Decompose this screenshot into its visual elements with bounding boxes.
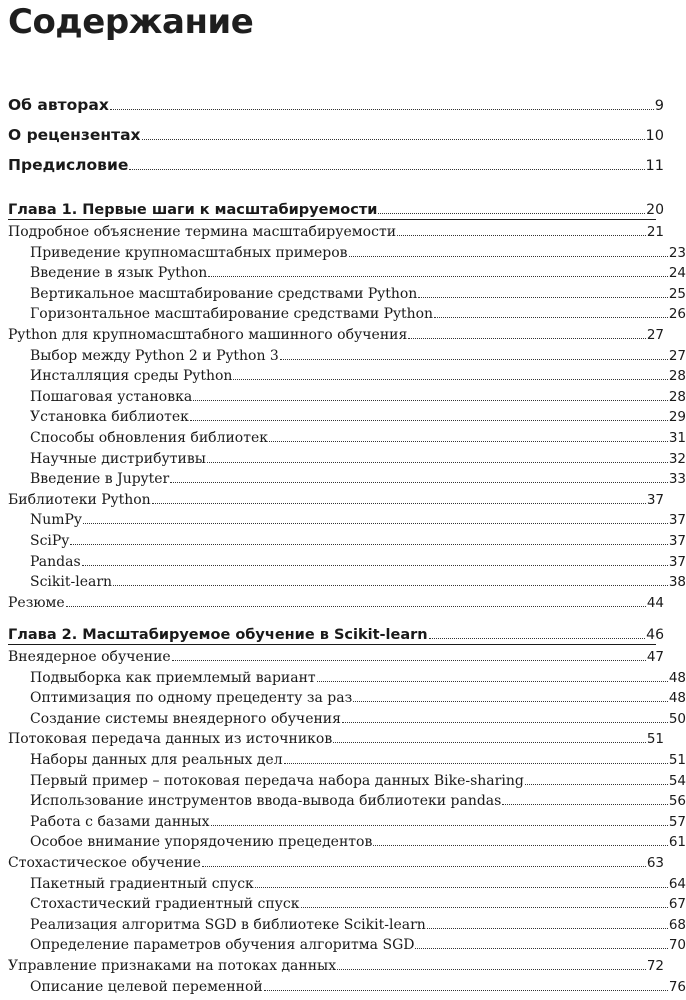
toc-entry-title[interactable]: Реализация алгоритма SGD в библиотеке Scikit-learn — [30, 917, 426, 933]
dot-leader — [349, 256, 668, 257]
toc-section-entry[interactable] — [0, 727, 664, 747]
toc-subsection-entry[interactable] — [0, 707, 686, 727]
toc-entry-title[interactable]: Управление признаками на потоках данных — [8, 958, 337, 974]
page-number: 70 — [668, 937, 686, 953]
dot-leader — [317, 681, 668, 682]
page-number: 44 — [646, 595, 664, 611]
toc-subsection-entry[interactable] — [0, 570, 686, 590]
dot-leader — [264, 990, 668, 991]
page-number: 67 — [668, 896, 686, 912]
dot-leader — [113, 585, 668, 586]
toc-subsection-entry[interactable] — [0, 344, 686, 364]
dot-leader — [70, 544, 668, 545]
toc-subsection-entry[interactable] — [0, 810, 686, 830]
toc-entry-title[interactable]: Работа с базами данных — [30, 814, 210, 830]
toc-front-entry[interactable] — [0, 124, 664, 144]
toc-entry-title[interactable]: Scikit-learn — [30, 574, 113, 590]
toc-entry-title[interactable]: Установка библиотек — [30, 409, 189, 425]
toc-entry-title[interactable]: Особое внимание упорядочению прецедентов — [30, 834, 373, 850]
dot-leader — [429, 638, 646, 639]
page-number: 48 — [668, 670, 686, 686]
dot-leader — [434, 317, 668, 318]
toc-entry-title[interactable]: SciPy — [30, 533, 70, 549]
page-title: Содержание — [8, 2, 254, 42]
toc-subsection-entry[interactable] — [0, 892, 686, 912]
toc-entry-title[interactable]: Предисловие — [8, 156, 129, 174]
page-number: 10 — [645, 128, 664, 144]
toc-section-entry[interactable] — [0, 488, 664, 508]
page-number: 57 — [668, 814, 686, 830]
toc-entry-title[interactable]: Pandas — [30, 554, 81, 570]
toc-subsection-entry[interactable] — [0, 364, 686, 384]
page-number: 50 — [668, 711, 686, 727]
page-number: 51 — [668, 752, 686, 768]
page-number: 72 — [646, 958, 664, 974]
page-number: 26 — [668, 306, 686, 322]
toc-entry-title[interactable]: Стохастическое обучение — [8, 855, 201, 871]
toc-subsection-entry[interactable] — [0, 913, 686, 933]
dot-leader — [269, 441, 668, 442]
toc-subsection-entry[interactable] — [0, 830, 686, 850]
toc-entry-title[interactable]: Глава 1. Первые шаги к масштабируемости — [8, 202, 378, 218]
page-number: 46 — [646, 627, 664, 643]
dot-leader — [172, 660, 646, 661]
toc-chapter-heading[interactable] — [0, 198, 664, 218]
page-number: 76 — [668, 979, 686, 995]
toc-entry-title[interactable]: Способы обновления библиотек — [30, 430, 269, 446]
dot-leader — [301, 907, 668, 908]
toc-entry-title[interactable]: Резюме — [8, 595, 65, 611]
dot-leader — [353, 701, 668, 702]
toc-subsection-entry[interactable] — [0, 467, 686, 487]
toc-entry-title[interactable]: Наборы данных для реальных дел — [30, 752, 283, 768]
toc-subsection-entry[interactable] — [0, 282, 686, 302]
page-number: 21 — [646, 224, 664, 240]
toc-entry-title[interactable]: Оптимизация по одному прецеденту за раз — [30, 690, 353, 706]
page-number: 48 — [668, 690, 686, 706]
dot-leader — [83, 523, 668, 524]
toc-entry-title[interactable]: Потоковая передача данных из источников — [8, 731, 333, 747]
dot-leader — [233, 379, 667, 380]
toc-subsection-entry[interactable] — [0, 769, 686, 789]
toc-subsection-entry[interactable] — [0, 529, 686, 549]
toc-subsection-entry[interactable] — [0, 975, 686, 995]
page-number: 29 — [668, 409, 686, 425]
dot-leader — [129, 169, 644, 170]
toc-subsection-entry[interactable] — [0, 789, 686, 809]
toc-section-entry[interactable] — [0, 851, 664, 871]
toc-entry-title[interactable]: О рецензентах — [8, 126, 141, 144]
dot-leader — [152, 503, 646, 504]
dot-leader — [284, 763, 668, 764]
toc-entry-title[interactable]: Внеядерное обучение — [8, 649, 171, 665]
page-number: 32 — [668, 451, 686, 467]
page-number: 33 — [668, 471, 686, 487]
page-number: 37 — [668, 533, 686, 549]
dot-leader — [142, 139, 645, 140]
toc-entry-title[interactable]: Библиотеки Python — [8, 492, 151, 508]
toc-subsection-entry[interactable] — [0, 385, 686, 405]
toc-entry-title[interactable]: Введение в Jupyter — [30, 471, 170, 487]
page-number: 37 — [668, 554, 686, 570]
page-number: 37 — [646, 492, 664, 508]
dot-leader — [193, 400, 668, 401]
dot-leader — [337, 969, 646, 970]
dot-leader — [82, 565, 668, 566]
page-number: 28 — [668, 368, 686, 384]
page-number: 38 — [668, 574, 686, 590]
page-number: 27 — [668, 348, 686, 364]
dot-leader — [415, 948, 667, 949]
toc-front-entry[interactable] — [0, 94, 664, 114]
toc-entry-title[interactable]: Приведение крупномасштабных примеров — [30, 245, 348, 261]
toc-chapter-heading[interactable] — [0, 623, 664, 643]
dot-leader — [373, 845, 667, 846]
page-number: 23 — [668, 245, 686, 261]
toc-section-entry[interactable] — [0, 220, 664, 240]
dot-leader — [202, 866, 646, 867]
dot-leader — [333, 742, 646, 743]
toc-subsection-entry[interactable] — [0, 241, 686, 261]
toc-entry-title[interactable]: Выбор между Python 2 и Python 3 — [30, 348, 279, 364]
toc-subsection-entry[interactable] — [0, 933, 686, 953]
dot-leader — [190, 420, 668, 421]
toc-entry-title[interactable]: Инсталляция среды Python — [30, 368, 233, 384]
page-number: 63 — [646, 855, 664, 871]
toc-section-entry[interactable] — [0, 591, 664, 611]
toc-entry-title[interactable]: Использование инструментов ввода-вывода библиотеки pandas — [30, 793, 502, 809]
page-number: 11 — [645, 158, 664, 174]
toc-subsection-entry[interactable] — [0, 405, 686, 425]
toc-entry-title[interactable]: Введение в язык Python — [30, 265, 208, 281]
toc-entry-title[interactable]: Пошаговая установка — [30, 389, 193, 405]
toc-front-entry[interactable] — [0, 154, 664, 174]
toc-entry-title[interactable]: Определение параметров обучения алгоритма SGD — [30, 937, 415, 953]
dot-leader — [211, 825, 668, 826]
dot-leader — [525, 784, 668, 785]
toc-entry-title[interactable]: Описание целевой переменной — [30, 979, 263, 995]
dot-leader — [280, 359, 668, 360]
page-number: 25 — [668, 286, 686, 302]
toc-entry-title[interactable]: NumPy — [30, 512, 82, 528]
toc-subsection-entry[interactable] — [0, 447, 686, 467]
dot-leader — [255, 887, 668, 888]
toc-subsection-entry[interactable] — [0, 666, 686, 686]
dot-leader — [427, 928, 668, 929]
toc-entry-title[interactable]: Научные дистрибутивы — [30, 451, 206, 467]
dot-leader — [208, 276, 667, 277]
dot-leader — [502, 804, 667, 805]
toc-section-entry[interactable] — [0, 954, 664, 974]
toc-entry-title[interactable]: Подробное объяснение термина масштабируемости — [8, 224, 397, 240]
toc-entry-title[interactable]: Python для крупномасштабного машинного обучения — [8, 327, 408, 343]
dot-leader — [418, 297, 668, 298]
page-number: 31 — [668, 430, 686, 446]
toc-subsection-entry[interactable] — [0, 872, 686, 892]
page-number: 28 — [668, 389, 686, 405]
toc-entry-title[interactable]: Первый пример – потоковая передача набора данных Bike-sharing — [30, 773, 524, 789]
page-number: 64 — [668, 876, 686, 892]
dot-leader — [397, 235, 646, 236]
page-number: 9 — [654, 98, 664, 114]
page-number: 24 — [668, 265, 686, 281]
toc-subsection-entry[interactable] — [0, 686, 686, 706]
dot-leader — [342, 722, 668, 723]
page-number: 27 — [646, 327, 664, 343]
page-number: 61 — [668, 834, 686, 850]
toc-entry-title[interactable]: Глава 2. Масштабируемое обучение в Scikit-learn — [8, 627, 428, 643]
page-number: 37 — [668, 512, 686, 528]
page-number: 20 — [646, 202, 664, 218]
dot-leader — [378, 213, 645, 214]
dot-leader — [170, 482, 668, 483]
toc-entry-title[interactable]: Об авторах — [8, 96, 109, 114]
page-number: 68 — [668, 917, 686, 933]
toc-entry-title[interactable]: Подвыборка как приемлемый вариант — [30, 670, 316, 686]
toc-subsection-entry[interactable] — [0, 550, 686, 570]
toc-subsection-entry[interactable] — [0, 261, 686, 281]
dot-leader — [207, 462, 668, 463]
toc-subsection-entry[interactable] — [0, 302, 686, 322]
dot-leader — [408, 338, 646, 339]
toc-entry-title[interactable]: Горизонтальное масштабирование средствами Python — [30, 306, 434, 322]
page-number: 54 — [668, 773, 686, 789]
page-number: 47 — [646, 649, 664, 665]
page-number: 56 — [668, 793, 686, 809]
toc-entry-title[interactable]: Пакетный градиентный спуск — [30, 876, 254, 892]
toc-entry-title[interactable]: Вертикальное масштабирование средствами Python — [30, 286, 418, 302]
toc-subsection-entry[interactable] — [0, 426, 686, 446]
toc-entry-title[interactable]: Создание системы внеядерного обучения — [30, 711, 341, 727]
toc-subsection-entry[interactable] — [0, 748, 686, 768]
page-number: 51 — [646, 731, 664, 747]
dot-leader — [110, 109, 654, 110]
dot-leader — [66, 606, 646, 607]
toc-subsection-entry[interactable] — [0, 508, 686, 528]
toc-section-entry[interactable] — [0, 645, 664, 665]
toc-section-entry[interactable] — [0, 323, 664, 343]
toc-entry-title[interactable]: Стохастический градиентный спуск — [30, 896, 300, 912]
